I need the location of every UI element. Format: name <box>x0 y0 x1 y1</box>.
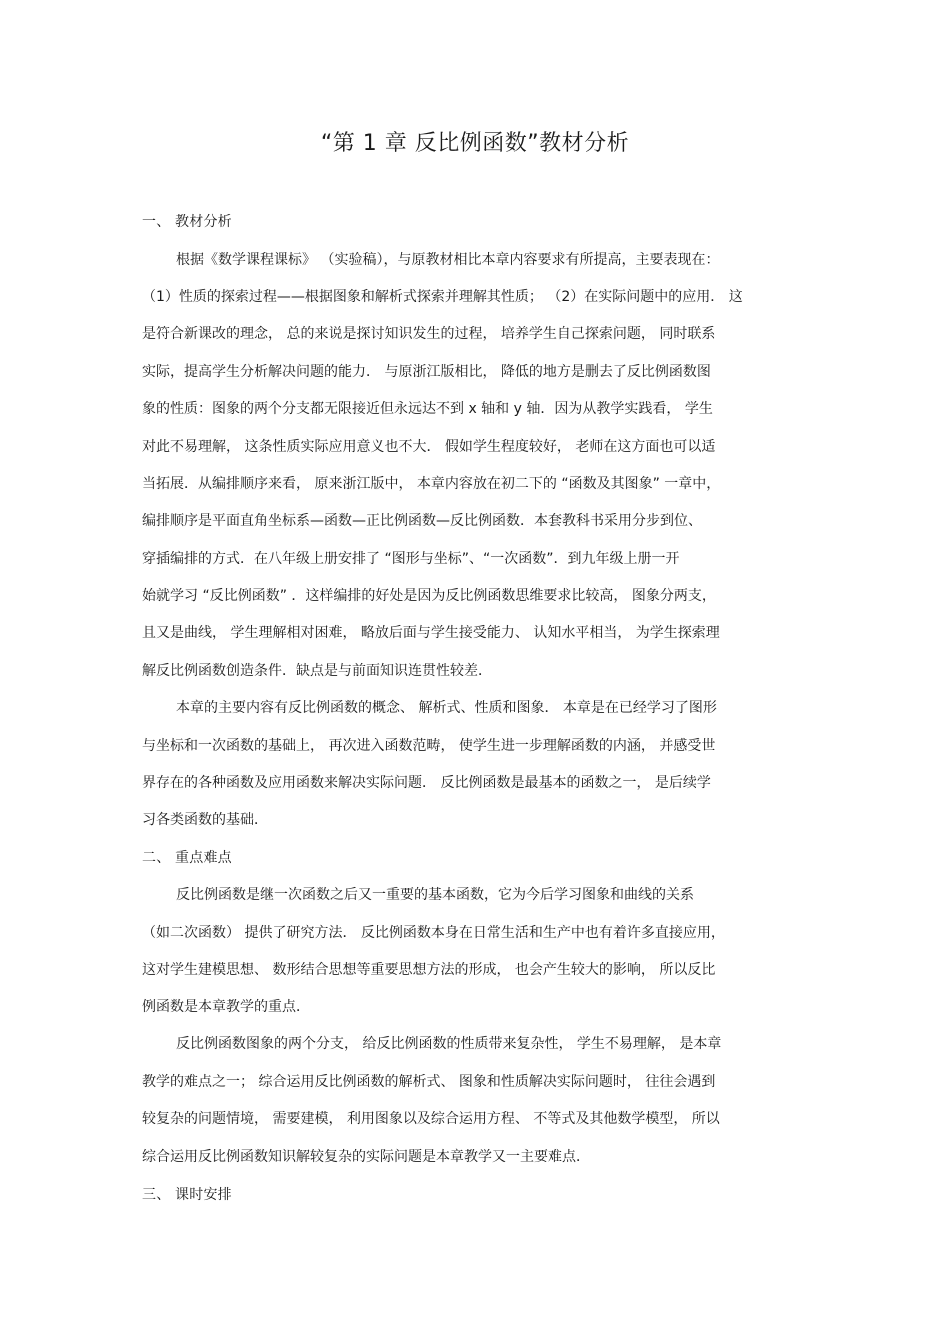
paragraph-line: 与坐标和一次函数的基础上， 再次进入函数范畴， 使学生进一步理解函数的内涵， 并感受世 <box>142 738 716 754</box>
section-heading-3: 三、 课时安排 <box>142 1187 232 1203</box>
paragraph-line: 这对学生建模思想、 数形结合思想等重要思想方法的形成， 也会产生较大的影响， 所以反比 <box>142 962 716 978</box>
paragraph-line: 始就学习 “反比例函数” ．这样编排的好处是因为反比例函数思维要求比较高， 图象分两支， <box>142 588 716 604</box>
paragraph-line: 反比例函数图象的两个分支， 给反比例函数的性质带来复杂性， 学生不易理解， 是本章 <box>176 1036 722 1052</box>
paragraph-line: 例函数是本章教学的重点． <box>142 999 310 1015</box>
paragraph-line: 界存在的各种函数及应用函数来解决实际问题． 反比例函数是最基本的函数之一， 是后续学 <box>142 775 711 791</box>
document-title: “第 1 章 反比例函数”教材分析 <box>320 131 630 156</box>
paragraph-line: 实际，提高学生分析解决问题的能力． 与原浙江版相比， 降低的地方是删去了反比例函数图 <box>142 364 711 380</box>
paragraph-line: 且又是曲线， 学生理解相对困难， 略放后面与学生接受能力、 认知水平相当， 为学生探索理 <box>142 625 720 641</box>
paragraph-line: 编排顺序是平面直角坐标系—函数—正比例函数—反比例函数．本套教科书采用分步到位、 <box>142 513 702 529</box>
paragraph-line: 综合运用反比例函数知识解较复杂的实际问题是本章教学又一主要难点． <box>142 1149 590 1165</box>
paragraph-line: 较复杂的问题情境， 需要建模， 利用图象以及综合运用方程、 不等式及其他数学模型， 所以 <box>142 1111 720 1127</box>
paragraph-line: （如二次函数） 提供了研究方法． 反比例函数本身在日常生活和生产中也有着许多直接应用， <box>142 925 725 941</box>
paragraph-line: 教学的难点之一； 综合运用反比例函数的解析式、 图象和性质解决实际问题时， 往往会遇到 <box>142 1074 716 1090</box>
paragraph-line: 象的性质：图象的两个分支都无限接近但永远达不到 x 轴和 y 轴．因为从教学实践看， 学生 <box>142 401 713 417</box>
paragraph-line: 根据《数学课程课标》 （实验稿），与原教材相比本章内容要求有所提高，主要表现在： <box>176 252 720 268</box>
paragraph-line: 解反比例函数创造条件．缺点是与前面知识连贯性较差． <box>142 663 492 679</box>
section-heading-1: 一、 教材分析 <box>142 214 232 230</box>
paragraph-line: 本章的主要内容有反比例函数的概念、 解析式、性质和图象． 本章是在已经学习了图形 <box>176 700 717 716</box>
section-heading-2: 二、 重点难点 <box>142 850 232 866</box>
paragraph-line: 当拓展．从编排顺序来看， 原来浙江版中， 本章内容放在初二下的 “函数及其图象” 一章中， <box>142 476 721 492</box>
paragraph-line: 对此不易理解， 这条性质实际应用意义也不大． 假如学生程度较好， 老师在这方面也可以适 <box>142 439 716 455</box>
paragraph-line: （1）性质的探索过程——根据图象和解析式探索并理解其性质； （2）在实际问题中的应用． 这 <box>142 289 743 305</box>
paragraph-line: 穿插编排的方式．在八年级上册安排了 “图形与坐标”、“一次函数”．到九年级上册一开 <box>142 551 680 567</box>
paragraph-line: 是符合新课改的理念， 总的来说是探讨知识发生的过程， 培养学生自己探索问题， 同时联系 <box>142 326 716 342</box>
paragraph-line: 习各类函数的基础． <box>142 812 268 828</box>
paragraph-line: 反比例函数是继一次函数之后又一重要的基本函数，它为今后学习图象和曲线的关系 <box>176 887 694 903</box>
